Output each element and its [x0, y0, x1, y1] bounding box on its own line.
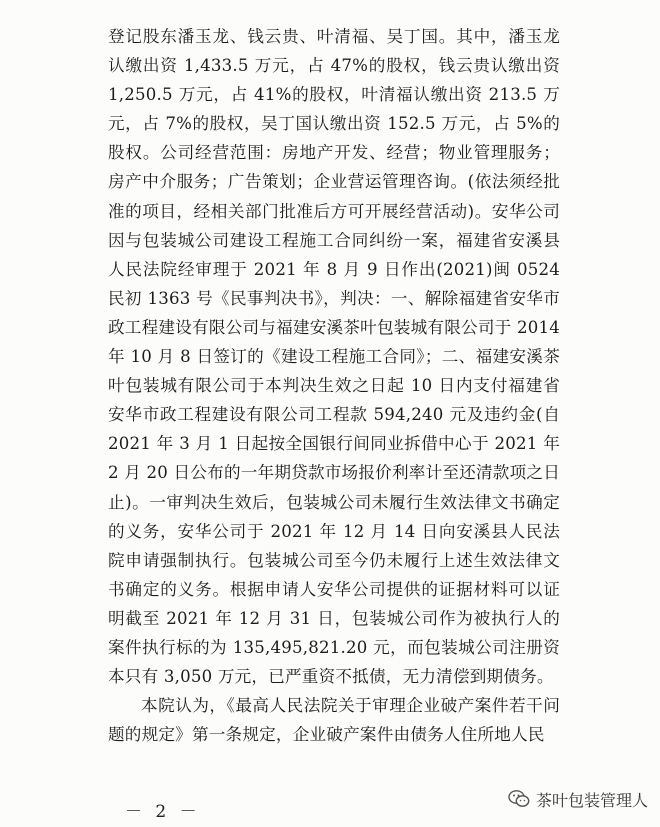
- document-body: [108, 22, 560, 749]
- account-watermark: [508, 786, 648, 812]
- paragraph-court-opinion: 本院认为，《最高人民法院关于审理企业破产案件若干问题的规定》第一条规定，企业破产案件由债务人住所地人民: [108, 696, 560, 745]
- wechat-icon: [508, 789, 530, 809]
- watermark-label: 茶叶包装管理人: [535, 790, 648, 810]
- paragraph-case-background: 登记股东潘玉龙、钱云贵、叶清福、吴丁国。其中，潘玉龙认缴出资 1,433.5 万元，占 47%的股权，钱云贵认缴出资 1,250.5 万元，占 41%的股权，叶清福认缴出资 213.5 万元，占 7%的股权，吴丁国认缴出资 152.5 万元，占 5%的股权。公司经营范围：房地产开发、经营；物业管理服务；房产中介服务；广告策划；企业营运管理咨询。(依法须经批准的项目，经相关部门批准后方可开展经营活动)。安华公司因与包装城公司建设工程施工合同纠纷一案，福建省安溪县人民法院经审理于 2021 年 8 月 9 日作出(2021)闽 0524 民初 1363 号《民事判决书》，判决：一、解除福建省安华市政工程建设有限公司与福建安溪茶叶包装城有限公司于 2014 年 10 月 8 日签订的《建设工程施工合同》；二、福建安溪茶叶包装城有限公司于本判决生效之日起 10 日内支付福建省安华市政工程建设有限公司工程款 594,240 元及违约金(自 2021 年 3 月 1 日起按全国银行间同业拆借中心于 2021 年 2 月 20 日公布的一年期贷款市场报价利率计至还清款项之日止)。一审判决生效后，包装城公司未履行生效法律文书确定的义务，安华公司于 2021 年 12 月 14 日向安溪县人民法院申请强制执行。包装城公司至今仍未履行上述生效法律文书确定的义务。根据申请人安华公司提供的证据材料可以证明截至 2021 年 12 月 31 日，包装城公司作为被执行人的案件执行标的为 135,495,821.20 元，而包装城公司注册资本只有 3,050 万元，已严重资不抵债，无力清偿到期债务。: [108, 27, 560, 687]
- page-number: － 2 －: [125, 802, 201, 822]
